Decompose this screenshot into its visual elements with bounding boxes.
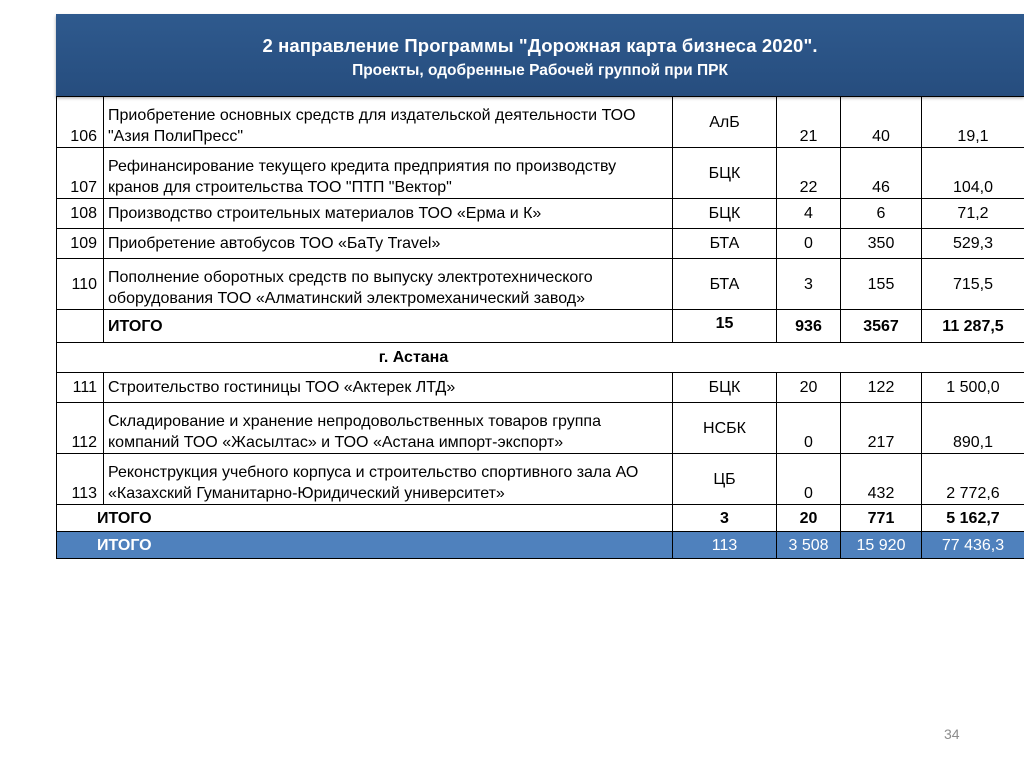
value-3: 529,3 — [922, 229, 1024, 259]
project-name: Приобретение автобусов ТОО «БаТу Travel» — [104, 229, 673, 259]
table-row — [57, 373, 1024, 403]
row-number: 108 — [57, 199, 104, 229]
bank-code: БЦК — [673, 148, 777, 199]
value-1: 22 — [777, 148, 841, 199]
subtotal-value-1: 20 — [777, 505, 841, 532]
value-3: 71,2 — [922, 199, 1024, 229]
project-name: Рефинансирование текущего кредита предприятия по производству кранов для строительства ТОО "ПТП "Вектор" — [104, 148, 673, 199]
subtotal-count: 15 — [673, 310, 777, 343]
project-name: Приобретение основных средств для издательской деятельности ТОО "Азия ПолиПресс" — [104, 97, 673, 148]
value-2: 40 — [841, 97, 922, 148]
page-number: 34 — [944, 726, 960, 742]
value-1: 0 — [777, 403, 841, 454]
row-number: 112 — [57, 403, 104, 454]
value-2: 155 — [841, 259, 922, 310]
table-row — [57, 97, 1024, 148]
value-3: 104,0 — [922, 148, 1024, 199]
row-number: 109 — [57, 229, 104, 259]
bank-code: ЦБ — [673, 454, 777, 505]
row-number: 106 — [57, 97, 104, 148]
value-1: 4 — [777, 199, 841, 229]
value-3: 715,5 — [922, 259, 1024, 310]
projects-table — [56, 96, 1024, 559]
slide-subtitle: Проекты, одобренные Рабочей группой при ПРК — [352, 62, 728, 79]
project-name: Производство строительных материалов ТОО «Ерма и К» — [104, 199, 673, 229]
value-2: 122 — [841, 373, 922, 403]
grand-total-value-2: 15 920 — [841, 532, 922, 559]
city-header-row — [57, 343, 1024, 373]
row-number: 110 — [57, 259, 104, 310]
table-row — [57, 148, 1024, 199]
grand-total-row — [57, 532, 1024, 559]
bank-code: БТА — [673, 259, 777, 310]
subtotal-row — [57, 310, 1024, 343]
row-number: 111 — [57, 373, 104, 403]
empty-cell — [57, 310, 104, 343]
table-row — [57, 229, 1024, 259]
bank-code: АлБ — [673, 97, 777, 148]
city-header — [57, 343, 1024, 373]
value-3: 1 500,0 — [922, 373, 1024, 403]
grand-total-count: 113 — [673, 532, 777, 559]
value-1: 21 — [777, 97, 841, 148]
project-name: Строительство гостиницы ТОО «Актерек ЛТД» — [104, 373, 673, 403]
subtotal-label: ИТОГО — [57, 505, 673, 532]
bank-code: БЦК — [673, 199, 777, 229]
project-name: Пополнение оборотных средств по выпуску электротехнического оборудования ТОО «Алматинский электромеханический завод» — [104, 259, 673, 310]
bank-code: БТА — [673, 229, 777, 259]
value-1: 0 — [777, 454, 841, 505]
table-row — [57, 199, 1024, 229]
project-name: Складирование и хранение непродовольственных товаров группа компаний ТОО «Жасылтас» и ТОО «Астана импорт-экспорт» — [104, 403, 673, 454]
value-2: 6 — [841, 199, 922, 229]
slide-header — [56, 14, 1024, 96]
subtotal-value-2: 3567 — [841, 310, 922, 343]
subtotal-value-3: 5 162,7 — [922, 505, 1024, 532]
value-1: 3 — [777, 259, 841, 310]
bank-code: БЦК — [673, 373, 777, 403]
row-number: 113 — [57, 454, 104, 505]
table-row — [57, 259, 1024, 310]
value-2: 432 — [841, 454, 922, 505]
subtotal-value-3: 11 287,5 — [922, 310, 1024, 343]
subtotal-count: 3 — [673, 505, 777, 532]
value-2: 46 — [841, 148, 922, 199]
value-2: 217 — [841, 403, 922, 454]
subtotal-label: ИТОГО — [104, 310, 673, 343]
project-name: Реконструкция учебного корпуса и строительство спортивного зала АО «Казахский Гуманитарно-Юридический университет» — [104, 454, 673, 505]
subtotal-value-2: 771 — [841, 505, 922, 532]
value-3: 19,1 — [922, 97, 1024, 148]
row-number: 107 — [57, 148, 104, 199]
city-name: г. Астана — [378, 349, 449, 366]
subtotal-row — [57, 505, 1024, 532]
subtotal-value-1: 936 — [777, 310, 841, 343]
bank-code: НСБК — [673, 403, 777, 454]
value-1: 0 — [777, 229, 841, 259]
table-row — [57, 454, 1024, 505]
grand-total-value-3: 77 436,3 — [922, 532, 1024, 559]
value-1: 20 — [777, 373, 841, 403]
table-row — [57, 403, 1024, 454]
value-3: 890,1 — [922, 403, 1024, 454]
slide-title: 2 направление Программы "Дорожная карта бизнеса 2020". — [262, 35, 818, 56]
value-2: 350 — [841, 229, 922, 259]
grand-total-value-1: 3 508 — [777, 532, 841, 559]
grand-total-label: ИТОГО — [57, 532, 673, 559]
value-3: 2 772,6 — [922, 454, 1024, 505]
